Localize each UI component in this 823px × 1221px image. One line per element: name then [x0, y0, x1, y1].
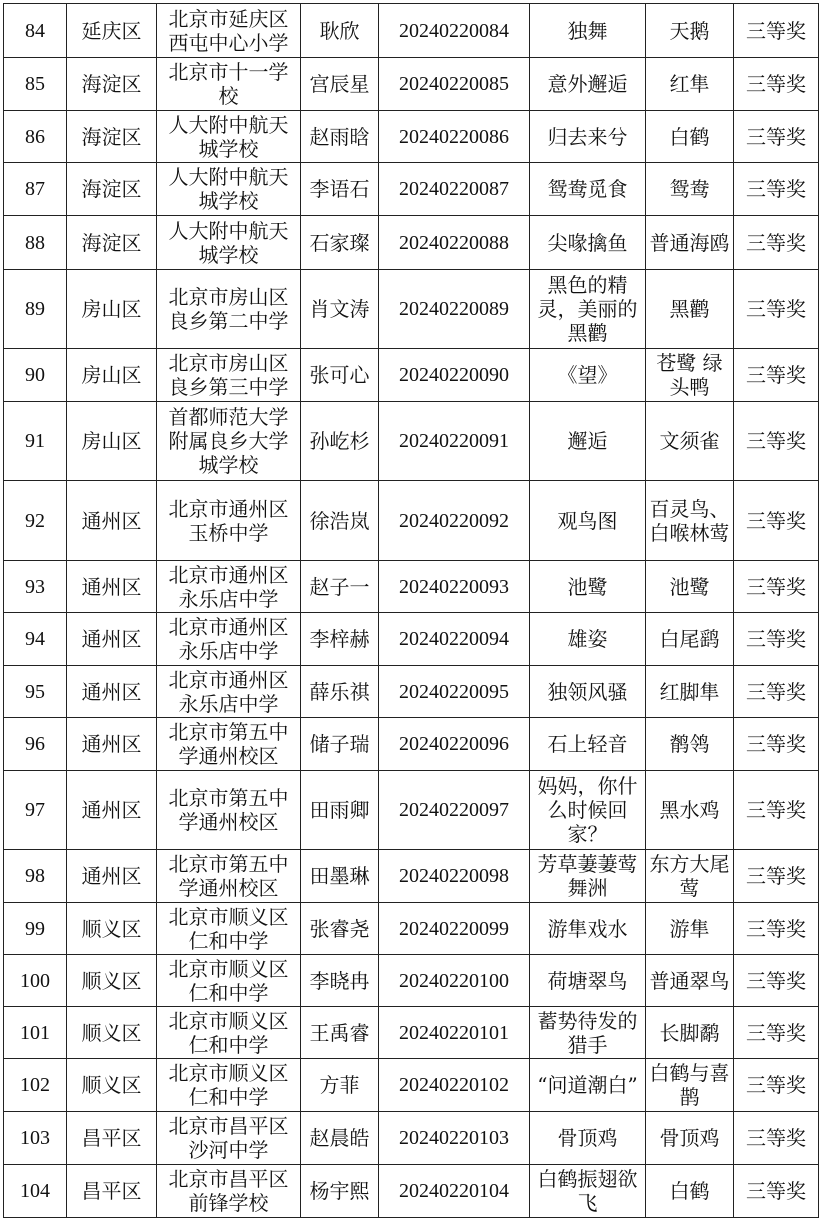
cell-title: 邂逅 [530, 402, 646, 481]
cell-district: 顺义区 [67, 1007, 157, 1059]
cell-title: 黑色的精灵，美丽的黑鹳 [530, 270, 646, 349]
cell-title: 蓄势待发的猎手 [530, 1007, 646, 1059]
cell-title: 尖喙擒鱼 [530, 216, 646, 270]
cell-bird: 黑水鸡 [646, 771, 734, 850]
cell-name: 宫辰星 [301, 58, 379, 111]
cell-district: 延庆区 [67, 4, 157, 58]
cell-school: 北京市通州区玉桥中学 [157, 481, 301, 561]
cell-school: 北京市顺义区仁和中学 [157, 1059, 301, 1112]
cell-award: 三等奖 [734, 1165, 819, 1218]
cell-award: 三等奖 [734, 481, 819, 561]
cell-award: 三等奖 [734, 402, 819, 481]
cell-title: 妈妈，你什么时候回家？ [530, 771, 646, 850]
cell-title: 池鹭 [530, 561, 646, 613]
cell-no: 102 [4, 1059, 67, 1112]
cell-id: 20240220086 [379, 111, 530, 163]
table-row [4, 58, 819, 111]
award-table [3, 3, 819, 1218]
cell-school: 人大附中航天城学校 [157, 216, 301, 270]
table-row [4, 349, 819, 402]
cell-name: 耿欣 [301, 4, 379, 58]
cell-bird: 骨顶鸡 [646, 1112, 734, 1165]
cell-name: 赵雨晗 [301, 111, 379, 163]
cell-bird: 白尾鹞 [646, 613, 734, 666]
cell-bird: 东方大尾莺 [646, 850, 734, 903]
cell-name: 田墨琳 [301, 850, 379, 903]
cell-name: 王禹睿 [301, 1007, 379, 1059]
table-row [4, 666, 819, 718]
cell-no: 104 [4, 1165, 67, 1218]
cell-district: 房山区 [67, 270, 157, 349]
cell-no: 93 [4, 561, 67, 613]
cell-award: 三等奖 [734, 111, 819, 163]
cell-award: 三等奖 [734, 216, 819, 270]
cell-no: 103 [4, 1112, 67, 1165]
cell-name: 方菲 [301, 1059, 379, 1112]
cell-bird: 游隼 [646, 903, 734, 955]
table-row [4, 903, 819, 955]
table-row [4, 1165, 819, 1218]
cell-school: 北京市昌平区沙河中学 [157, 1112, 301, 1165]
cell-bird: 苍鹭 绿头鸭 [646, 349, 734, 402]
cell-name: 田雨卿 [301, 771, 379, 850]
cell-no: 97 [4, 771, 67, 850]
cell-school: 北京市第五中学通州校区 [157, 718, 301, 771]
cell-no: 84 [4, 4, 67, 58]
cell-title: 独舞 [530, 4, 646, 58]
cell-bird: 天鹅 [646, 4, 734, 58]
cell-id: 20240220090 [379, 349, 530, 402]
cell-title: 鸳鸯觅食 [530, 163, 646, 216]
cell-school: 人大附中航天城学校 [157, 163, 301, 216]
cell-award: 三等奖 [734, 1059, 819, 1112]
cell-id: 20240220094 [379, 613, 530, 666]
cell-bird: 鸳鸯 [646, 163, 734, 216]
cell-school: 北京市顺义区仁和中学 [157, 903, 301, 955]
cell-id: 20240220093 [379, 561, 530, 613]
cell-school: 北京市十一学校 [157, 58, 301, 111]
cell-id: 20240220087 [379, 163, 530, 216]
cell-id: 20240220095 [379, 666, 530, 718]
cell-award: 三等奖 [734, 349, 819, 402]
table-row [4, 216, 819, 270]
cell-title: 石上轻音 [530, 718, 646, 771]
cell-title: 归去来兮 [530, 111, 646, 163]
cell-title: 荷塘翠鸟 [530, 955, 646, 1007]
cell-award: 三等奖 [734, 58, 819, 111]
cell-title: 《望》 [530, 349, 646, 402]
cell-bird: 白鹤 [646, 1165, 734, 1218]
cell-district: 房山区 [67, 402, 157, 481]
cell-bird: 文须雀 [646, 402, 734, 481]
table-row [4, 402, 819, 481]
cell-district: 通州区 [67, 666, 157, 718]
cell-district: 昌平区 [67, 1112, 157, 1165]
cell-bird: 池鹭 [646, 561, 734, 613]
cell-id: 20240220089 [379, 270, 530, 349]
cell-district: 顺义区 [67, 955, 157, 1007]
cell-award: 三等奖 [734, 666, 819, 718]
table-row [4, 771, 819, 850]
cell-id: 20240220085 [379, 58, 530, 111]
cell-id: 20240220096 [379, 718, 530, 771]
cell-no: 89 [4, 270, 67, 349]
cell-name: 李语石 [301, 163, 379, 216]
cell-id: 20240220092 [379, 481, 530, 561]
cell-no: 99 [4, 903, 67, 955]
cell-school: 北京市顺义区仁和中学 [157, 955, 301, 1007]
cell-district: 海淀区 [67, 163, 157, 216]
cell-no: 92 [4, 481, 67, 561]
cell-no: 98 [4, 850, 67, 903]
cell-award: 三等奖 [734, 1112, 819, 1165]
cell-name: 薛乐祺 [301, 666, 379, 718]
cell-title: 白鹤振翅欲飞 [530, 1165, 646, 1218]
cell-award: 三等奖 [734, 903, 819, 955]
cell-title: 骨顶鸡 [530, 1112, 646, 1165]
cell-award: 三等奖 [734, 163, 819, 216]
cell-no: 94 [4, 613, 67, 666]
cell-id: 20240220104 [379, 1165, 530, 1218]
table-row [4, 1059, 819, 1112]
cell-name: 张睿尧 [301, 903, 379, 955]
cell-name: 赵子一 [301, 561, 379, 613]
cell-school: 北京市延庆区西屯中心小学 [157, 4, 301, 58]
cell-no: 86 [4, 111, 67, 163]
cell-title: 意外邂逅 [530, 58, 646, 111]
cell-district: 通州区 [67, 771, 157, 850]
cell-id: 20240220098 [379, 850, 530, 903]
table-row [4, 111, 819, 163]
cell-title: 游隼戏水 [530, 903, 646, 955]
cell-school: 北京市第五中学通州校区 [157, 850, 301, 903]
cell-school: 北京市通州区永乐店中学 [157, 613, 301, 666]
cell-name: 徐浩岚 [301, 481, 379, 561]
cell-id: 20240220103 [379, 1112, 530, 1165]
cell-bird: 长脚鹬 [646, 1007, 734, 1059]
table-row [4, 613, 819, 666]
cell-id: 20240220101 [379, 1007, 530, 1059]
cell-no: 96 [4, 718, 67, 771]
cell-id: 20240220097 [379, 771, 530, 850]
cell-school: 北京市通州区永乐店中学 [157, 666, 301, 718]
cell-bird: 黑鹳 [646, 270, 734, 349]
table-row [4, 955, 819, 1007]
cell-award: 三等奖 [734, 561, 819, 613]
cell-award: 三等奖 [734, 1007, 819, 1059]
cell-id: 20240220099 [379, 903, 530, 955]
table-row [4, 163, 819, 216]
cell-no: 88 [4, 216, 67, 270]
cell-name: 张可心 [301, 349, 379, 402]
cell-school: 北京市房山区良乡第二中学 [157, 270, 301, 349]
cell-no: 85 [4, 58, 67, 111]
cell-bird: 鹡鸰 [646, 718, 734, 771]
cell-district: 顺义区 [67, 1059, 157, 1112]
cell-title: 芳草萋萋莺舞洲 [530, 850, 646, 903]
table-row [4, 561, 819, 613]
cell-no: 87 [4, 163, 67, 216]
table-row [4, 481, 819, 561]
cell-name: 储子瑞 [301, 718, 379, 771]
cell-title: “问道潮白” [530, 1059, 646, 1112]
cell-district: 昌平区 [67, 1165, 157, 1218]
cell-id: 20240220100 [379, 955, 530, 1007]
cell-school: 北京市通州区永乐店中学 [157, 561, 301, 613]
cell-id: 20240220088 [379, 216, 530, 270]
cell-no: 90 [4, 349, 67, 402]
cell-district: 通州区 [67, 850, 157, 903]
cell-district: 通州区 [67, 718, 157, 771]
cell-district: 海淀区 [67, 58, 157, 111]
cell-bird: 红脚隼 [646, 666, 734, 718]
table-row [4, 270, 819, 349]
cell-name: 李晓冉 [301, 955, 379, 1007]
table-row [4, 1112, 819, 1165]
cell-award: 三等奖 [734, 613, 819, 666]
cell-id: 20240220084 [379, 4, 530, 58]
cell-award: 三等奖 [734, 718, 819, 771]
cell-id: 20240220102 [379, 1059, 530, 1112]
cell-title: 独领风骚 [530, 666, 646, 718]
cell-no: 101 [4, 1007, 67, 1059]
cell-award: 三等奖 [734, 850, 819, 903]
cell-district: 通州区 [67, 613, 157, 666]
cell-bird: 普通海鸥 [646, 216, 734, 270]
cell-school: 北京市第五中学通州校区 [157, 771, 301, 850]
cell-title: 观鸟图 [530, 481, 646, 561]
cell-name: 孙屹杉 [301, 402, 379, 481]
cell-name: 李梓赫 [301, 613, 379, 666]
cell-id: 20240220091 [379, 402, 530, 481]
cell-school: 北京市昌平区前锋学校 [157, 1165, 301, 1218]
cell-name: 赵晨皓 [301, 1112, 379, 1165]
cell-school: 北京市顺义区仁和中学 [157, 1007, 301, 1059]
cell-award: 三等奖 [734, 4, 819, 58]
table-row [4, 1007, 819, 1059]
table-body [4, 4, 819, 1218]
cell-no: 91 [4, 402, 67, 481]
cell-district: 通州区 [67, 561, 157, 613]
cell-school: 人大附中航天城学校 [157, 111, 301, 163]
cell-title: 雄姿 [530, 613, 646, 666]
cell-bird: 红隼 [646, 58, 734, 111]
cell-award: 三等奖 [734, 955, 819, 1007]
cell-bird: 百灵鸟、白喉林莺 [646, 481, 734, 561]
cell-award: 三等奖 [734, 771, 819, 850]
cell-name: 杨宇熙 [301, 1165, 379, 1218]
cell-bird: 白鹤 [646, 111, 734, 163]
table-row [4, 850, 819, 903]
cell-name: 肖文涛 [301, 270, 379, 349]
cell-no: 100 [4, 955, 67, 1007]
cell-district: 房山区 [67, 349, 157, 402]
table-row [4, 4, 819, 58]
cell-award: 三等奖 [734, 270, 819, 349]
table-row [4, 718, 819, 771]
cell-district: 顺义区 [67, 903, 157, 955]
cell-name: 石家璨 [301, 216, 379, 270]
cell-school: 首都师范大学附属良乡大学城学校 [157, 402, 301, 481]
cell-district: 海淀区 [67, 111, 157, 163]
cell-bird: 普通翠鸟 [646, 955, 734, 1007]
cell-bird: 白鹤与喜鹊 [646, 1059, 734, 1112]
cell-district: 海淀区 [67, 216, 157, 270]
cell-district: 通州区 [67, 481, 157, 561]
cell-school: 北京市房山区良乡第三中学 [157, 349, 301, 402]
cell-no: 95 [4, 666, 67, 718]
